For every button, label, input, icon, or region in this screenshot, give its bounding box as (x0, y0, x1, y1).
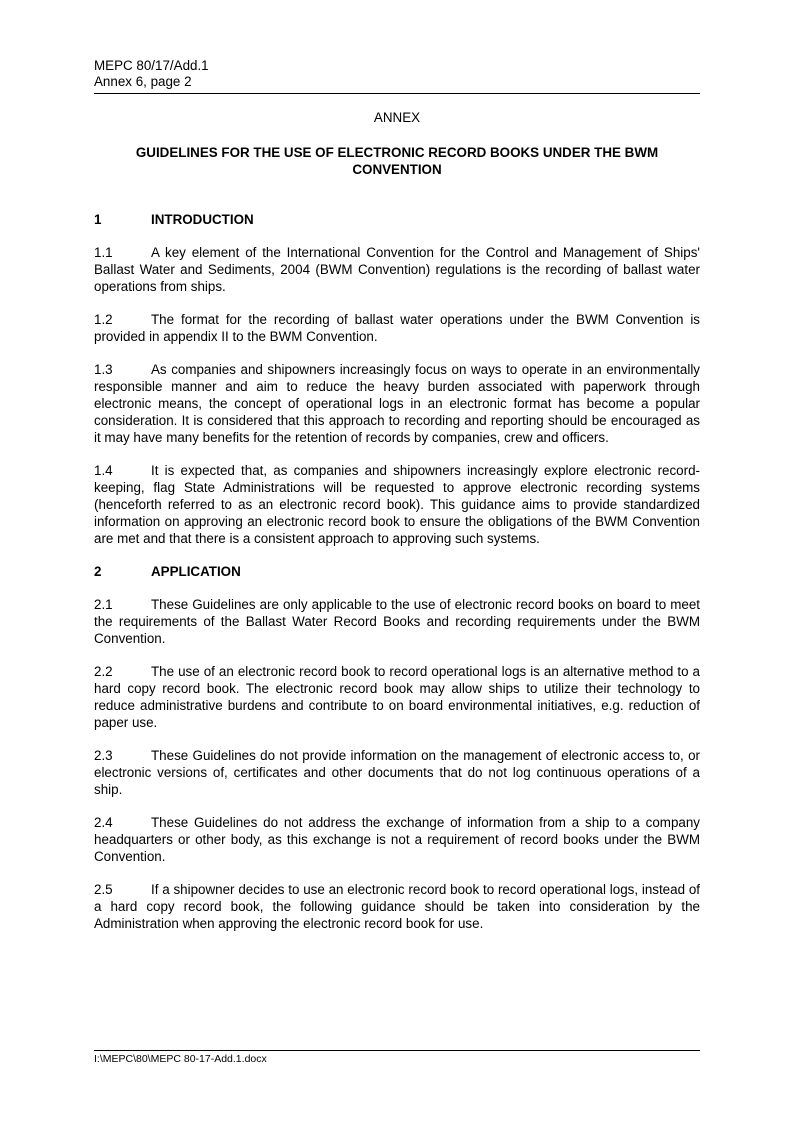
paragraph (94, 244, 700, 295)
section-number: 1 (94, 212, 102, 227)
paragraph-number: 1.4 (94, 463, 113, 478)
section-number: 2 (94, 564, 102, 579)
document-title: GUIDELINES FOR THE USE OF ELECTRONIC RECORD BOOKS UNDER THE BWM CONVENTION (135, 145, 659, 177)
paragraph (94, 747, 700, 798)
paragraph-text: These Guidelines do not address the exchange of information from a ship to a company headquarters or other body, as this exchange is not a requirement of record books under the BWM Convention. (94, 815, 700, 864)
paragraph-number: 1.2 (94, 312, 113, 327)
paragraph-text: The use of an electronic record book to record operational logs is an alternative method to a hard copy record book. The electronic record book may allow ships to utilize their technology to reduce administrative burdens and contribute to on board environmental initiatives, e.g. reduction of paper use. (94, 664, 700, 730)
footer-file-path: I:\MEPC\80\MEPC 80-17-Add.1.docx (94, 1053, 267, 1065)
paragraph (94, 596, 700, 647)
paragraph-text: These Guidelines are only applicable to the use of electronic record books on board to meet the requirements of the Ballast Water Record Books and recording requirements under the BWM Convention. (94, 597, 700, 646)
doc-reference: MEPC 80/17/Add.1 (94, 58, 209, 73)
paragraph-text: As companies and shipowners increasingly focus on ways to operate in an environmentally responsible manner and aim to reduce the heavy burden associated with paperwork through electronic means, the concept of operational logs in an electronic format has become a popular consideration. It is considered that this approach to recording and reporting should be encouraged as it may have many benefits for the retention of records by companies, crew and officers. (94, 362, 700, 445)
paragraph-number: 2.2 (94, 664, 113, 679)
document-body (94, 211, 700, 948)
paragraph-text: A key element of the International Convention for the Control and Management of Ships' Ballast Water and Sediments, 2004 (BWM Convention) regulations is the recording of ballast water operations from ships. (94, 245, 700, 294)
page-header (94, 58, 700, 90)
section-title: APPLICATION (151, 564, 241, 579)
paragraph (94, 361, 700, 446)
paragraph-text: The format for the recording of ballast water operations under the BWM Convention is provided in appendix II to the BWM Convention. (94, 312, 700, 344)
paragraph (94, 462, 700, 547)
header-divider (94, 93, 700, 94)
paragraph-text: If a shipowner decides to use an electronic record book to record operational logs, instead of a hard copy record book, the following guidance should be taken into consideration by the Administration when approving the electronic record book for use. (94, 882, 700, 931)
paragraph (94, 814, 700, 865)
paragraph-number: 1.1 (94, 245, 113, 260)
page-reference: Annex 6, page 2 (94, 74, 192, 89)
paragraph (94, 311, 700, 345)
paragraph (94, 663, 700, 731)
document-page (94, 0, 700, 1122)
section-heading (94, 563, 700, 580)
paragraph-text: It is expected that, as companies and shipowners increasingly explore electronic record-keeping, flag State Administrations will be requested to approve electronic recording systems (henceforth referred to as an electronic record book). This guidance aims to provide standardized information on approving an electronic record book to ensure the obligations of the BWM Convention are met and that there is a consistent approach to approving such systems. (94, 463, 700, 546)
footer-divider (94, 1050, 700, 1051)
section-title: INTRODUCTION (151, 212, 254, 227)
paragraph-number: 2.3 (94, 748, 113, 763)
paragraph-number: 2.1 (94, 597, 113, 612)
annex-label: ANNEX (373, 110, 421, 125)
section-heading (94, 211, 700, 228)
paragraph-number: 2.5 (94, 882, 113, 897)
paragraph (94, 881, 700, 932)
paragraph-number: 1.3 (94, 362, 113, 377)
paragraph-text: These Guidelines do not provide information on the management of electronic access to, or electronic versions of, certificates and other documents that do not log continuous operations of a ship. (94, 748, 700, 797)
paragraph-number: 2.4 (94, 815, 113, 830)
